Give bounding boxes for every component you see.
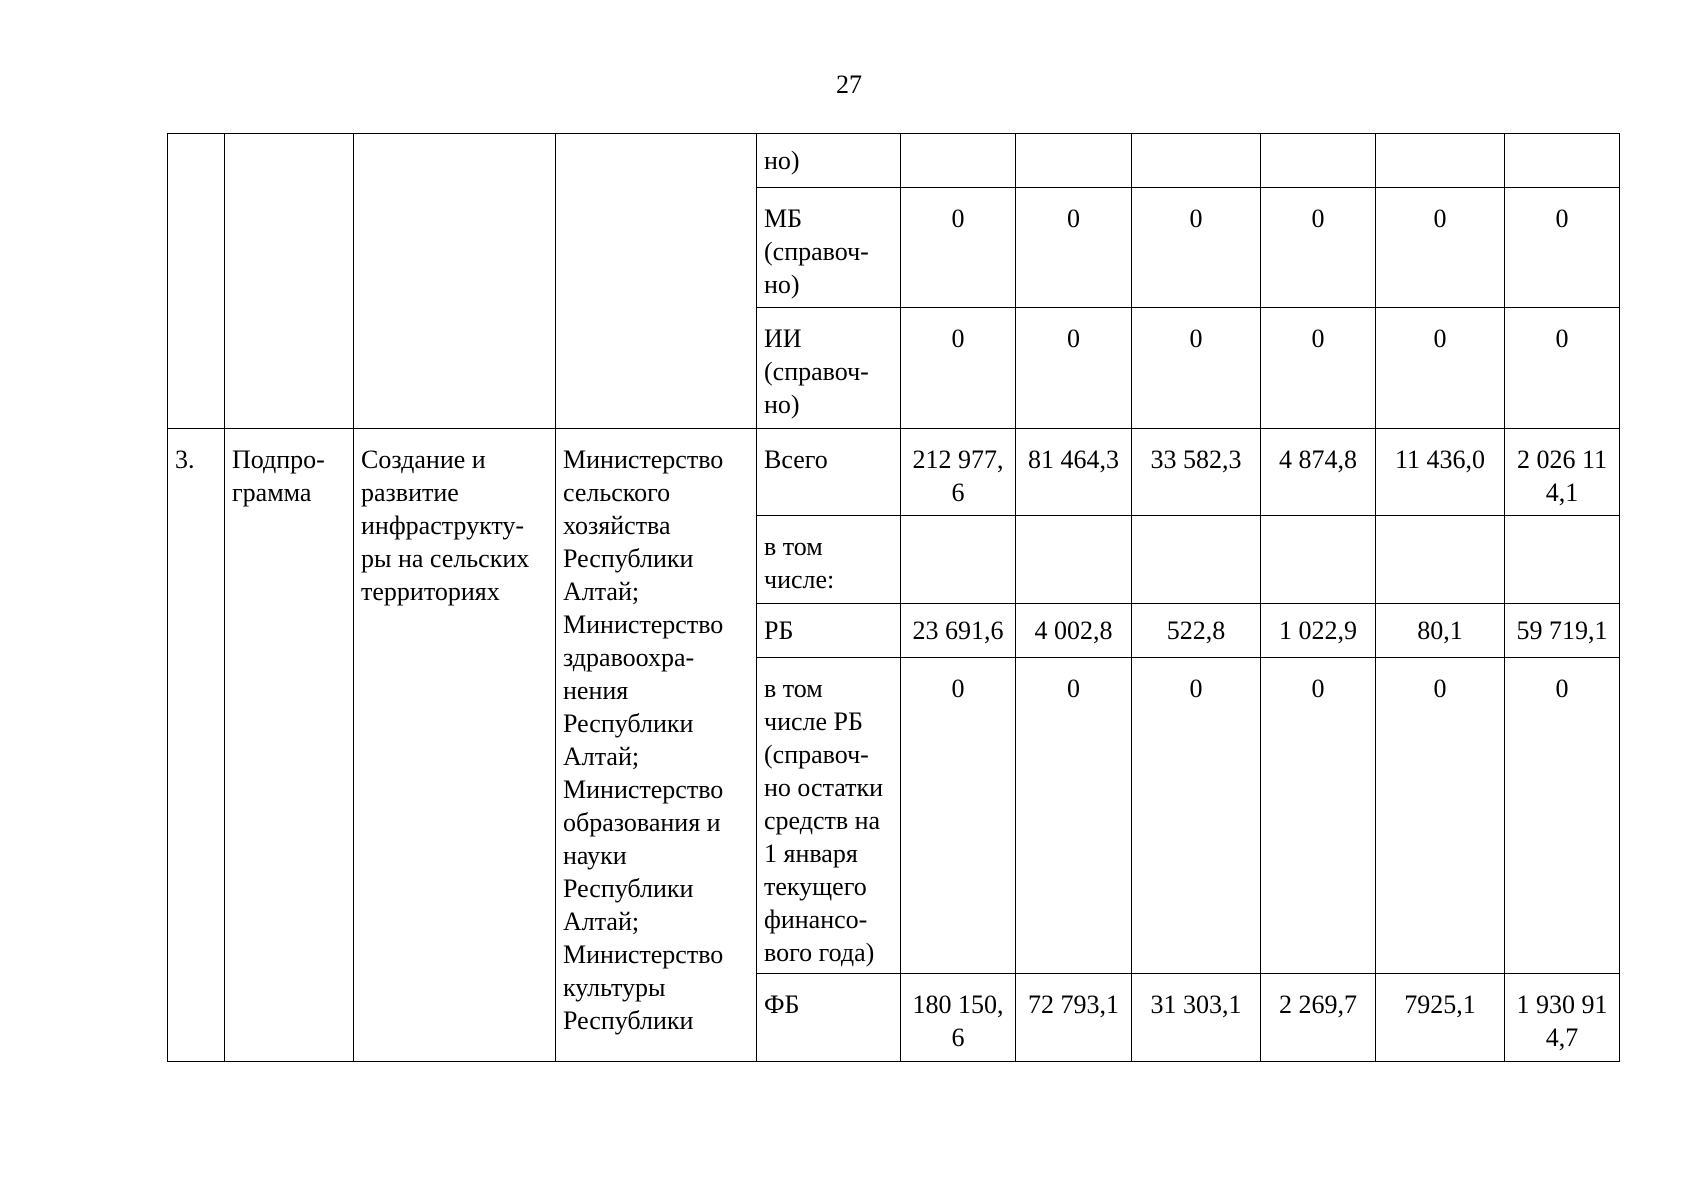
value-2025: 59 719,1	[1516, 616, 1608, 645]
value-2021: 72 793,1	[1028, 990, 1119, 1019]
value-cell	[1016, 604, 1132, 658]
name-cell-empty	[354, 134, 556, 429]
source-label: РБ	[764, 616, 794, 645]
value-2024: 0	[1433, 324, 1447, 353]
value-2023: 0	[1311, 324, 1325, 353]
source-label-cell	[757, 308, 901, 429]
table-row	[168, 429, 1620, 516]
value-2021: 0	[1067, 324, 1080, 353]
value-cell	[1261, 308, 1376, 429]
value-cell	[1376, 429, 1505, 516]
value-2021: 81 464,3	[1028, 445, 1119, 474]
value-2022: 0	[1189, 324, 1203, 353]
value-cell	[1132, 658, 1261, 974]
type-cell	[225, 429, 354, 1062]
value-cell	[1376, 188, 1505, 308]
value-cell	[901, 604, 1016, 658]
value-2021: 0	[1067, 674, 1080, 703]
source-label-cell	[757, 604, 901, 658]
value-cell	[1505, 658, 1620, 974]
number-cell-empty	[168, 134, 225, 429]
source-label: Всего	[764, 445, 828, 474]
value-cell	[1016, 516, 1132, 604]
value-cell	[1132, 429, 1261, 516]
table-row	[168, 134, 1620, 188]
value-2022: 0	[1189, 204, 1203, 233]
value-2021: 0	[1067, 204, 1080, 233]
value-cell	[901, 516, 1016, 604]
value-2022: 31 303,1	[1150, 990, 1242, 1019]
source-label-cell	[757, 974, 901, 1062]
source-label: МБ (справоч- но)	[764, 204, 869, 299]
value-cell	[1132, 604, 1261, 658]
value-cell	[1016, 308, 1132, 429]
source-label: но)	[764, 146, 800, 175]
value-cell	[1132, 188, 1261, 308]
name-cell	[354, 429, 556, 1062]
value-cell	[1261, 188, 1376, 308]
value-2024: 0	[1433, 204, 1447, 233]
value-2024: 0	[1433, 674, 1447, 703]
type-cell-empty	[225, 134, 354, 429]
value-cell	[1016, 188, 1132, 308]
executor-cell-empty	[556, 134, 757, 429]
value-cell	[1505, 516, 1620, 604]
value-cell	[1016, 429, 1132, 516]
value-cell	[1261, 429, 1376, 516]
value-2023: 0	[1311, 204, 1325, 233]
value-cell	[1376, 516, 1505, 604]
value-cell	[901, 308, 1016, 429]
source-label-cell	[757, 429, 901, 516]
executor-cell	[556, 429, 757, 1062]
value-2020: 23 691,6	[912, 616, 1004, 645]
value-cell	[1261, 516, 1376, 604]
value-cell	[1261, 604, 1376, 658]
value-cell	[1016, 974, 1132, 1062]
value-cell	[1132, 134, 1261, 188]
value-cell	[1376, 974, 1505, 1062]
value-cell	[1376, 658, 1505, 974]
value-2020: 0	[951, 204, 965, 233]
value-2023: 4 874,8	[1279, 445, 1357, 474]
value-2020: 0	[951, 674, 965, 703]
source-label-cell	[757, 188, 901, 308]
value-2024: 11 436,0	[1394, 445, 1486, 474]
value-cell	[1505, 308, 1620, 429]
value-cell	[901, 429, 1016, 516]
value-cell	[1376, 134, 1505, 188]
value-2023: 1 022,9	[1279, 616, 1357, 645]
source-label-cell	[757, 516, 901, 604]
value-2021: 4 002,8	[1034, 616, 1113, 645]
value-cell	[1505, 134, 1620, 188]
value-2020: 212 977, 6	[912, 445, 1004, 507]
value-cell	[1261, 134, 1376, 188]
source-label: в том числе:	[764, 532, 835, 594]
source-label: в том числе РБ (справоч- но остатки средств на 1 января текущего финансо- вого года)	[764, 674, 884, 967]
value-cell	[1132, 974, 1261, 1062]
value-cell	[901, 974, 1016, 1062]
value-cell	[901, 658, 1016, 974]
value-cell	[1505, 188, 1620, 308]
source-label-cell	[757, 134, 901, 188]
subprogram-executor: Министерство сельского хозяйства Республики Алтай; Министерство здравоохра- нения Республики Алтай; Министерство образования и науки Республики Алтай; Министерство культуры Республики	[563, 445, 724, 1035]
value-cell	[1376, 604, 1505, 658]
value-cell	[901, 134, 1016, 188]
number-cell	[168, 429, 225, 1062]
value-cell	[1132, 516, 1261, 604]
value-2025: 0	[1555, 204, 1569, 233]
value-cell	[901, 188, 1016, 308]
budget-table	[167, 133, 1620, 1062]
value-2023: 0	[1311, 674, 1325, 703]
source-label-cell	[757, 658, 901, 974]
value-2022: 522,8	[1166, 616, 1226, 645]
value-2024: 7925,1	[1404, 990, 1476, 1019]
value-cell	[1132, 308, 1261, 429]
source-label: ИИ (справоч- но)	[764, 324, 869, 419]
value-2024: 80,1	[1417, 616, 1463, 645]
source-label: ФБ	[764, 990, 800, 1019]
subprogram-name: Создание и развитие инфраструкту- ры на сельских территориях	[361, 445, 530, 606]
value-2020: 0	[951, 324, 965, 353]
subprogram-type: Подпро- грамма	[232, 445, 325, 507]
value-cell	[1505, 974, 1620, 1062]
value-2020: 180 150, 6	[912, 990, 1004, 1052]
value-2025: 0	[1555, 324, 1569, 353]
value-cell	[1016, 658, 1132, 974]
subprogram-number: 3.	[175, 445, 195, 474]
value-cell	[1261, 974, 1376, 1062]
value-2023: 2 269,7	[1279, 990, 1357, 1019]
value-cell	[1505, 604, 1620, 658]
value-2025: 0	[1555, 674, 1569, 703]
value-cell	[1505, 429, 1620, 516]
value-2022: 33 582,3	[1150, 445, 1242, 474]
page-number: 27	[836, 70, 862, 99]
value-cell	[1261, 658, 1376, 974]
value-2025: 2 026 11 4,1	[1516, 445, 1608, 507]
value-2022: 0	[1189, 674, 1203, 703]
value-cell	[1016, 134, 1132, 188]
value-2025: 1 930 91 4,7	[1516, 990, 1608, 1052]
value-cell	[1376, 308, 1505, 429]
